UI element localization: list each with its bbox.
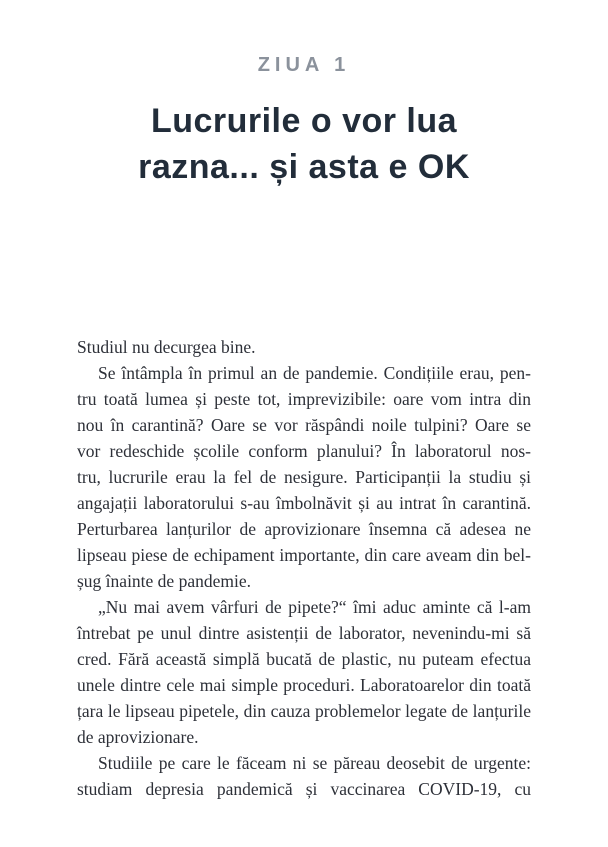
chapter-title-line-1: Lucrurile o vor lua [150, 102, 458, 140]
text-line: nou în carantină? Oare se vor răspândi noile tulpini? Oare se [77, 415, 531, 435]
text-line: „Nu mai avem vârfuri de pipete?“ îmi aduc aminte că l-am [98, 597, 531, 617]
chapter-kicker: ZIUA 1 [257, 54, 351, 76]
text-line: tru, lucrurile erau la fel de nesigure. Participanții la studiu și [77, 467, 531, 487]
text-line: țara le lipseau pipetele, din cauza problemelor legate de lanțurile [77, 701, 531, 721]
text-line: vor redeschide școlile conform planului? În laboratorul nos- [77, 441, 531, 461]
text-line: Studiul nu decurgea bine. [77, 337, 256, 357]
text-line: angajații laboratorului s-au îmbolnăvit și au intrat în carantină. [77, 493, 531, 513]
text-line: de aprovizionare. [77, 727, 199, 747]
text-line: lipseau piese de echipament importante, din care aveam din bel- [77, 545, 531, 565]
text-line: Studiile pe care le făceam ni se păreau deosebit de urgente: [98, 753, 531, 773]
text-line: șug înainte de pandemie. [77, 571, 251, 591]
chapter-title-line-2: razna... și asta e OK [138, 148, 470, 186]
text-line: studiam depresia pandemică și vaccinarea COVID-19, cu [77, 779, 531, 799]
text-line: Se întâmpla în primul an de pandemie. Condițiile erau, pen- [98, 363, 531, 383]
body-text [77, 334, 531, 802]
text-line: întrebat pe unul dintre asistenții de laborator, nevenindu-mi să [77, 623, 531, 643]
chapter-title [0, 98, 608, 190]
text-line: tru toată lumea și peste tot, imprevizibile: oare vom intra din [77, 389, 531, 409]
text-line: Perturbarea lanțurilor de aprovizionare însemna că adesea ne [77, 519, 531, 539]
text-line: cred. Fără această simplă bucată de plastic, nu puteam efectua [77, 649, 531, 669]
text-line: unele dintre cele mai simple proceduri. Laboratoarelor din toată [77, 675, 531, 695]
